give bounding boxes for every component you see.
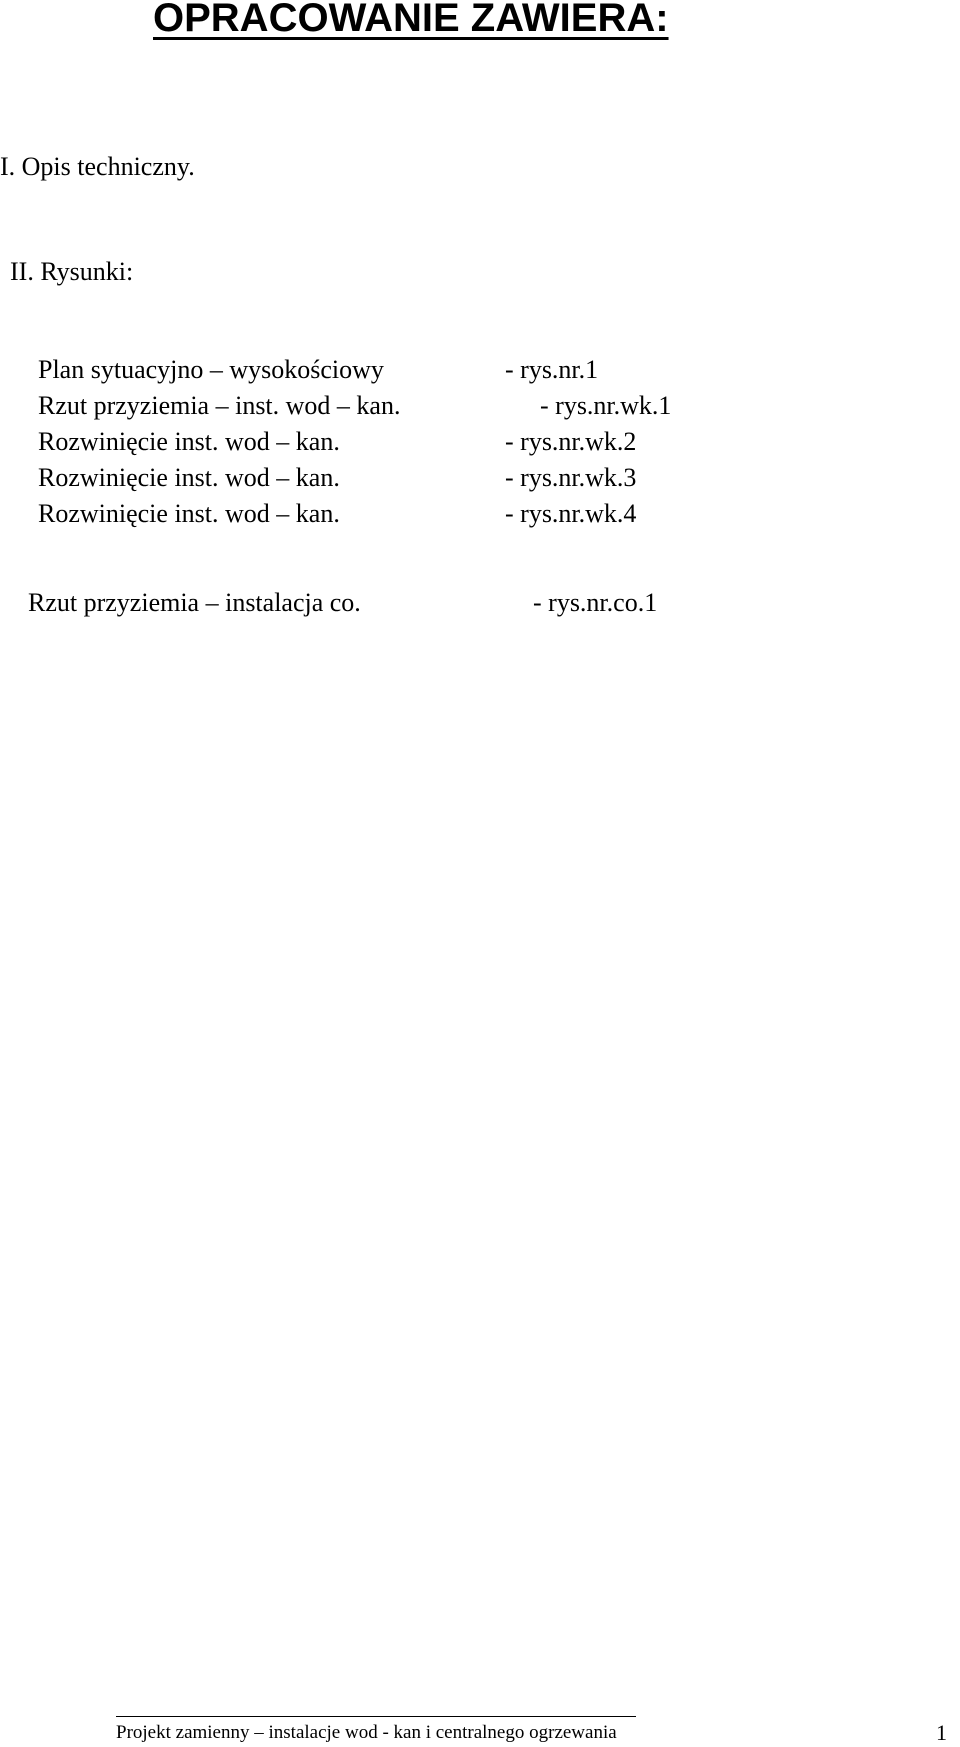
page-number: 1 [936,1720,947,1745]
drawing-ref: - rys.nr.wk.4 [505,499,637,528]
drawing-ref: - rys.nr.co.1 [533,588,658,617]
drawing-name: Rozwinięcie inst. wod – kan. [38,463,340,492]
footer-text: Projekt zamienny – instalacje wod - kan i centralnego ogrzewania [116,1722,617,1743]
drawing-name: Rzut przyziemia – instalacja co. [28,588,361,617]
section-heading-rysunki: II. Rysunki: [10,257,134,286]
drawing-name: Rozwinięcie inst. wod – kan. [38,427,340,456]
drawing-name: Plan sytuacyjno – wysokościowy [38,355,384,384]
drawing-name: Rzut przyziemia – inst. wod – kan. [38,391,401,420]
drawing-ref: - rys.nr.wk.2 [505,427,637,456]
drawing-ref: - rys.nr.1 [505,355,599,384]
drawing-ref: - rys.nr.wk.1 [540,391,672,420]
footer-divider [116,1716,636,1717]
drawing-name: Rozwinięcie inst. wod – kan. [38,499,340,528]
section-heading-opis: I. Opis techniczny. [0,152,195,181]
drawing-ref: - rys.nr.wk.3 [505,463,637,492]
co-drawing-row [28,588,658,618]
page-title: OPRACOWANIE ZAWIERA: [153,0,669,40]
page-footer [116,1716,960,1747]
